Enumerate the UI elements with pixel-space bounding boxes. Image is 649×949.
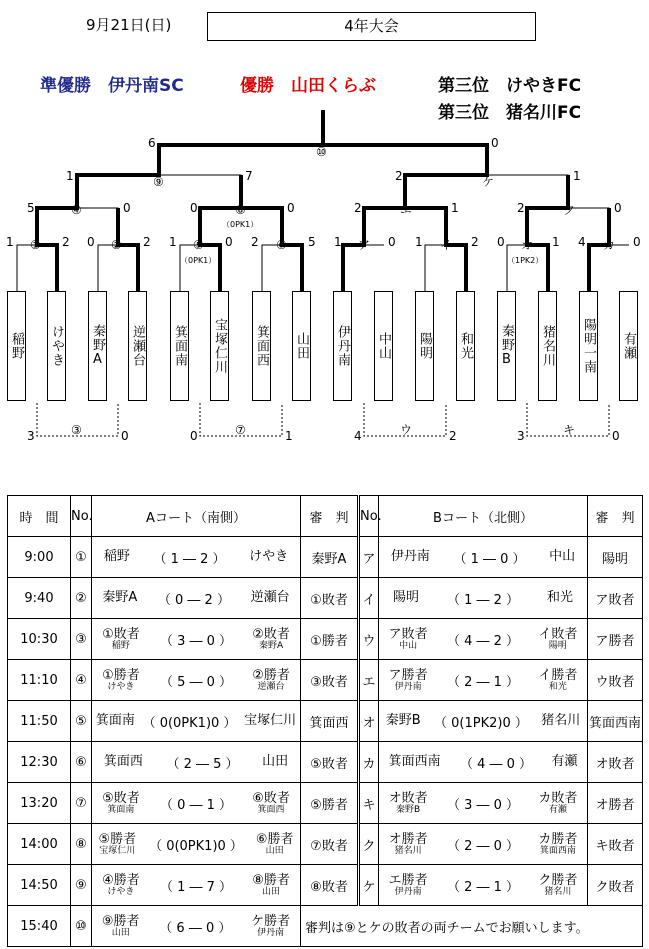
away-team (244, 714, 296, 728)
team-ref: 中山 (549, 549, 576, 564)
team-ref: ②勝者 (252, 667, 290, 683)
referee-cell: ③敗者 (301, 660, 359, 701)
team-ref: イ勝者 (538, 667, 578, 683)
team-ref: エ勝者 (388, 872, 428, 888)
score: 0 (633, 235, 641, 249)
a-court-match (92, 824, 301, 865)
match-score: （ 1 ― 7 ） (159, 879, 233, 895)
score: 0 (497, 235, 505, 249)
referee-cell: ウ敗者 (588, 660, 643, 701)
away-team (256, 833, 294, 856)
header-b-court: Bコート（北側） (379, 496, 588, 537)
team-ref: ①敗者 (102, 626, 140, 642)
pk-note: （1PK2） (507, 256, 544, 265)
team-ref: 秦野B (385, 713, 421, 728)
team-ref: 有瀬 (551, 754, 578, 769)
match-label: エ (400, 203, 413, 217)
team-ref: ア敗者 (388, 626, 428, 642)
score: 2 (143, 235, 151, 249)
match-score: （ 0(0PK1)0 ） (149, 838, 243, 854)
table-row (8, 619, 643, 660)
b-court-match (379, 537, 588, 578)
winner-path (527, 175, 568, 291)
team-sub: 和光 (548, 681, 567, 692)
b-court-match (379, 865, 588, 906)
match-label: ア (358, 238, 371, 252)
team-ref: ⑥敗者 (252, 790, 290, 806)
score: 2 (395, 169, 403, 183)
score: 2 (251, 235, 259, 249)
team-ref: 箕面西南 (388, 754, 441, 769)
away-team (538, 833, 577, 856)
score: 3 (517, 429, 525, 443)
match-label: ④ (71, 203, 82, 217)
b-court-match (379, 619, 588, 660)
match-label: オ (521, 238, 534, 252)
header-a-court: Aコート（南側） (92, 496, 301, 537)
winner-path (323, 145, 487, 291)
score: 1 (451, 201, 459, 215)
b-court-match (379, 660, 588, 701)
match-label: ⑥ (276, 238, 287, 252)
time-cell: 14:00 (8, 824, 71, 865)
home-team (104, 550, 130, 564)
team-sub: 伊丹南 (394, 681, 422, 692)
referee-cell: ク敗者 (588, 865, 643, 906)
a-court-match (92, 578, 301, 619)
team-box: 伊丹南 (333, 291, 352, 401)
table-row-final (8, 906, 643, 947)
b-court-match (379, 824, 588, 865)
match-no: ① (71, 537, 92, 578)
team-sub: 山田 (262, 886, 281, 897)
winner-label: 優勝 山田くらぶ (240, 76, 376, 96)
home-team (389, 628, 428, 651)
away-team (252, 874, 290, 897)
team-sub: けやき (107, 681, 135, 692)
home-team (96, 714, 135, 728)
score: 1 (285, 429, 293, 443)
referee-cell: ア敗者 (588, 578, 643, 619)
match-no: ⑧ (71, 824, 92, 865)
team-ref: オ勝者 (388, 831, 428, 847)
score: 1 (334, 235, 342, 249)
match-no: ⑥ (71, 742, 92, 783)
away-team (249, 550, 288, 564)
team-ref: 宝塚仁川 (244, 713, 297, 728)
away-team (252, 628, 290, 651)
referee-cell: ⑤敗者 (301, 742, 359, 783)
team-sub: 箕面南 (107, 804, 135, 815)
referee-cell: ア勝者 (588, 619, 643, 660)
home-team (102, 792, 140, 815)
score: 1 (169, 235, 177, 249)
match-label: ⑧ (235, 203, 246, 217)
score: 2 (449, 429, 457, 443)
b-court-match (379, 783, 588, 824)
score: 0 (190, 201, 198, 215)
table-row (8, 578, 643, 619)
table-row (8, 824, 643, 865)
header-referee: 審 判 (301, 496, 359, 537)
home-team (389, 669, 428, 692)
team-box: 秦野A (88, 291, 107, 401)
score: 2 (471, 235, 479, 249)
home-team (102, 669, 140, 692)
team-box: 逆瀬台 (128, 291, 147, 401)
a-court-match (92, 742, 301, 783)
score: 0 (87, 235, 95, 249)
table-row (8, 537, 643, 578)
match-label: ① (30, 238, 41, 252)
table-header-row (8, 496, 643, 537)
team-box: 猪名川 (538, 291, 557, 401)
away-team (538, 792, 577, 815)
team-ref: 伊丹南 (390, 549, 430, 564)
team-ref: 稲野 (103, 549, 130, 564)
table-row (8, 701, 643, 742)
match-label: ウ (400, 423, 413, 437)
home-team (391, 550, 430, 564)
score: 0 (614, 201, 622, 215)
score: 1 (552, 235, 560, 249)
team-sub: 猪名川 (544, 886, 572, 897)
match-no: ⑩ (71, 906, 92, 947)
match-score: （ 6 ― 0 ） (159, 920, 232, 936)
team-ref: 猪名川 (541, 713, 581, 728)
match-score: （ 4 ― 0 ） (459, 756, 533, 772)
match-score: （ 4 ― 2 ） (446, 633, 520, 649)
team-ref: イ敗者 (538, 626, 578, 642)
team-box: 山田 (292, 291, 311, 401)
match-no: ク (359, 824, 379, 865)
team-ref: 箕面西 (103, 754, 143, 769)
team-ref: ア勝者 (388, 667, 428, 683)
time-cell: 10:30 (8, 619, 71, 660)
score: 5 (27, 201, 35, 215)
time-cell: 14:50 (8, 865, 71, 906)
referee-cell: 箕面西南 (588, 701, 643, 742)
away-team (549, 550, 575, 564)
team-sub: 秦野B (396, 804, 421, 815)
a-court-match (92, 619, 301, 660)
score: 1 (6, 235, 14, 249)
match-label: ⑤ (193, 238, 204, 252)
team-sub: 猪名川 (394, 845, 422, 856)
a-court-match (92, 865, 301, 906)
winner-path (405, 208, 466, 291)
team-ref: カ敗者 (538, 790, 578, 806)
match-no: イ (359, 578, 379, 619)
match-no: ウ (359, 619, 379, 660)
score: 3 (27, 429, 35, 443)
a-court-match (92, 660, 301, 701)
team-ref: カ勝者 (538, 831, 578, 847)
referee-cell: ⑦敗者 (301, 824, 359, 865)
referee-cell: ⑧敗者 (301, 865, 359, 906)
match-label: ② (111, 238, 122, 252)
score: 6 (148, 136, 156, 150)
referee-cell: キ敗者 (588, 824, 643, 865)
team-ref: ⑤勝者 (98, 831, 137, 847)
team-sub: けやき (107, 886, 135, 897)
score: 1 (415, 235, 423, 249)
team-box: 秦野B (497, 291, 516, 401)
match-score: （ 0(0PK1)0 ） (142, 715, 237, 731)
match-score: （ 3 ― 0 ） (159, 633, 233, 649)
match-no: ⑤ (71, 701, 92, 742)
third-place-label-2: 第三位 猪名川FC (438, 103, 582, 123)
score: 7 (245, 169, 253, 183)
winner-path (200, 175, 241, 291)
team-ref: ①勝者 (102, 667, 140, 683)
score: 1 (573, 169, 581, 183)
score: 0 (491, 136, 499, 150)
home-team (104, 755, 143, 769)
third-place-label-1: 第三位 けやきFC (438, 76, 582, 96)
match-no: ③ (71, 619, 92, 660)
match-label: ⑦ (235, 423, 246, 437)
team-sub: 山田 (265, 845, 284, 856)
score: 0 (121, 429, 129, 443)
runner-up-label: 準優勝 伊丹南SC (40, 76, 184, 96)
match-no: ④ (71, 660, 92, 701)
team-box: 陽明一南 (579, 291, 598, 401)
table-row (8, 742, 643, 783)
match-label: ク (563, 203, 576, 217)
referee-cell: ⑤勝者 (301, 783, 359, 824)
team-box: 有瀬 (619, 291, 638, 401)
team-ref: ク勝者 (538, 872, 578, 888)
score: 0 (388, 235, 396, 249)
referee-cell: 陽明 (588, 537, 643, 578)
match-score: （ 1 ― 0 ） (453, 551, 526, 567)
final-note: 審判は⑨とケの敗者の両チームでお願いします。 (301, 906, 643, 947)
team-ref: 和光 (546, 590, 573, 605)
team-ref: ⑤敗者 (102, 790, 140, 806)
match-no: ケ (359, 865, 379, 906)
a-court-match (92, 783, 301, 824)
schedule-table (7, 495, 643, 947)
team-box: 稲野 (7, 291, 26, 401)
score: 2 (517, 201, 525, 215)
match-no: ⑨ (71, 865, 92, 906)
away-team (262, 755, 288, 769)
away-team (538, 874, 577, 897)
match-score: （ 2 ― 1 ） (446, 674, 520, 690)
home-team (98, 833, 136, 856)
score: 1 (66, 169, 74, 183)
time-cell: 9:00 (8, 537, 71, 578)
header-no: No. (359, 496, 379, 537)
header-referee: 審 判 (588, 496, 643, 537)
match-no: キ (359, 783, 379, 824)
match-score: （ 2 ― 0 ） (446, 838, 520, 854)
table-row (8, 660, 643, 701)
pk-note: （0PK1） (180, 256, 217, 265)
team-ref: 山田 (262, 754, 289, 769)
match-label: ⑩ (316, 145, 327, 159)
referee-cell: オ勝者 (588, 783, 643, 824)
home-team (389, 792, 428, 815)
match-label: キ (563, 423, 576, 437)
a-court-match (92, 701, 301, 742)
b-court-match (379, 578, 588, 619)
away-team (251, 915, 290, 938)
time-cell: 9:40 (8, 578, 71, 619)
away-team (547, 591, 573, 605)
team-box: 箕面西 (252, 291, 271, 401)
team-sub: 有瀬 (548, 804, 567, 815)
b-court-match (379, 742, 588, 783)
match-score: （ 3 ― 0 ） (446, 797, 520, 813)
home-team (102, 874, 140, 897)
away-team (538, 628, 577, 651)
team-sub: 逆瀬台 (257, 681, 285, 692)
home-team (393, 591, 419, 605)
team-ref: 陽明 (392, 590, 419, 605)
team-box: 中山 (374, 291, 393, 401)
team-ref: ケ勝者 (251, 913, 291, 929)
team-box: 和光 (456, 291, 475, 401)
team-ref: 秦野A (102, 590, 138, 605)
home-team (389, 755, 441, 769)
score: 0 (225, 235, 233, 249)
away-team (538, 669, 577, 692)
table-row (8, 783, 643, 824)
match-score: （ 5 ― 0 ） (159, 674, 233, 690)
team-sub: 伊丹南 (394, 886, 422, 897)
time-cell: 12:30 (8, 742, 71, 783)
team-ref: 箕面南 (95, 713, 135, 728)
match-label: イ (440, 238, 453, 252)
time-cell: 13:20 (8, 783, 71, 824)
home-team (102, 591, 137, 605)
match-label: ケ (482, 175, 495, 189)
score: 0 (287, 201, 295, 215)
team-sub: 山田 (111, 927, 130, 938)
home-team (102, 915, 140, 938)
match-score: （ 0(1PK2)0 ） (434, 715, 528, 731)
team-ref: オ敗者 (388, 790, 428, 806)
match-no: カ (359, 742, 379, 783)
away-team (541, 714, 580, 728)
team-ref: ④勝者 (102, 872, 140, 888)
team-sub: 陽明 (548, 640, 567, 651)
score: 0 (123, 201, 131, 215)
header-time: 時 間 (8, 496, 71, 537)
team-sub: 箕面西 (257, 804, 285, 815)
team-box: 箕面南 (170, 291, 189, 401)
table-row (8, 865, 643, 906)
team-sub: 伊丹南 (257, 927, 285, 938)
score: 4 (578, 235, 586, 249)
team-box: けやき (47, 291, 66, 401)
referee-cell: 箕面西 (301, 701, 359, 742)
home-team (102, 628, 140, 651)
match-score: （ 1 ― 2 ） (446, 592, 520, 608)
team-sub: 中山 (399, 640, 418, 651)
referee-cell: ①勝者 (301, 619, 359, 660)
match-score: （ 0 ― 1 ） (159, 797, 233, 813)
time-cell: 11:50 (8, 701, 71, 742)
team-sub: 宝塚仁川 (99, 845, 136, 856)
tournament-title: 4年大会 (207, 12, 536, 41)
referee-cell: 秦野A (301, 537, 359, 578)
away-team (252, 669, 290, 692)
match-label: カ (603, 238, 616, 252)
pk-note: （0PK1） (222, 220, 259, 229)
match-score: （ 2 ― 1 ） (446, 879, 520, 895)
away-team (251, 591, 290, 605)
match-label: ③ (71, 423, 82, 437)
team-sub: 稲野 (111, 640, 130, 651)
team-ref: 逆瀬台 (250, 590, 290, 605)
team-ref: ②敗者 (252, 626, 290, 642)
away-team (551, 755, 577, 769)
a-court-match (92, 537, 301, 578)
score: 0 (612, 429, 620, 443)
match-no: ② (71, 578, 92, 619)
time-cell: 15:40 (8, 906, 71, 947)
score: 0 (190, 429, 198, 443)
team-sub: 箕面西南 (539, 845, 576, 856)
referee-cell: オ敗者 (588, 742, 643, 783)
team-ref: ⑨勝者 (101, 913, 140, 929)
match-score: （ 2 ― 5 ） (166, 756, 239, 772)
team-ref: けやき (249, 549, 289, 564)
team-box: 宝塚仁川 (210, 291, 229, 401)
team-sub: 秦野A (258, 640, 284, 651)
score: 4 (354, 429, 362, 443)
score: 2 (62, 235, 70, 249)
match-no: オ (359, 701, 379, 742)
b-court-match (379, 701, 588, 742)
match-no: ア (359, 537, 379, 578)
home-team (386, 714, 421, 728)
time-cell: 11:10 (8, 660, 71, 701)
home-team (389, 833, 428, 856)
final-match (92, 906, 301, 947)
team-ref: ⑧勝者 (252, 872, 290, 888)
referee-cell: ①敗者 (301, 578, 359, 619)
match-date: 9月21日(日) (86, 16, 172, 34)
team-ref: ⑥勝者 (255, 831, 294, 847)
match-no: エ (359, 660, 379, 701)
score: 2 (354, 201, 362, 215)
match-score: （ 0 ― 2 ） (157, 592, 230, 608)
header-no: No. (71, 496, 92, 537)
match-no: ⑦ (71, 783, 92, 824)
match-label: ⑨ (153, 175, 164, 189)
team-box: 陽明 (415, 291, 434, 401)
away-team (252, 792, 290, 815)
score: 5 (308, 235, 316, 249)
match-score: （ 1 ― 2 ） (153, 551, 226, 567)
home-team (389, 874, 428, 897)
